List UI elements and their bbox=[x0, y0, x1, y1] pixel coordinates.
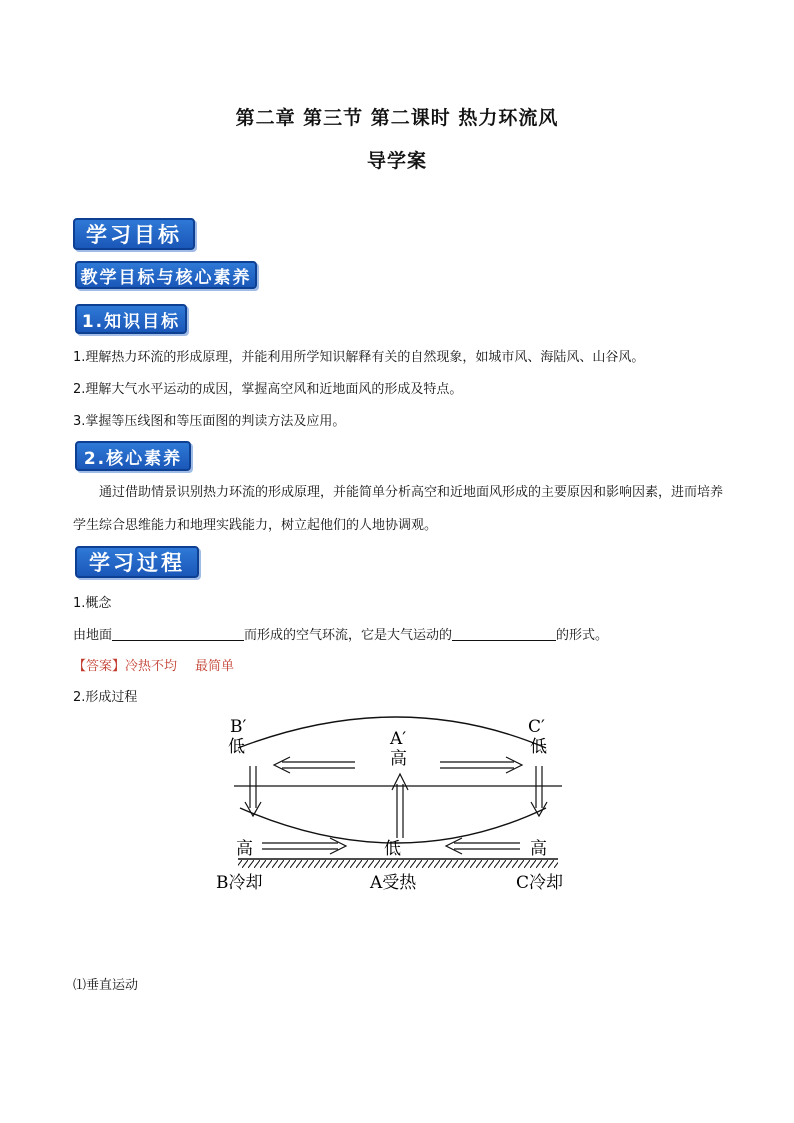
formation-heading: 2.形成过程 bbox=[73, 690, 138, 705]
label-ground-mid: A受热 bbox=[370, 873, 417, 893]
lower-isobar-curve bbox=[240, 808, 546, 843]
center-up-arrow bbox=[392, 774, 408, 838]
label-upper-left-point: B′ bbox=[230, 717, 247, 737]
knowledge-item-3: 3.掌握等压线图和等压面图的判读方法及应用。 bbox=[73, 414, 346, 429]
vertical-motion-heading: ⑴垂直运动 bbox=[73, 978, 139, 993]
page-subtitle: 导学案 bbox=[366, 150, 427, 172]
upper-right-arrow bbox=[440, 757, 522, 773]
answer-2: 最简单 bbox=[195, 659, 235, 674]
fill-blank-2[interactable] bbox=[452, 626, 556, 641]
answer-tag: 【答案】 bbox=[73, 659, 126, 674]
answer-1: 冷热不均 bbox=[125, 659, 178, 674]
concept-part-1: 由地面 bbox=[73, 628, 113, 643]
label-ground-right: C冷却 bbox=[516, 873, 564, 893]
left-down-arrow bbox=[245, 766, 261, 816]
lower-left-arrow bbox=[262, 838, 346, 854]
label-upper-right-point: C′ bbox=[528, 717, 545, 737]
label-lower-mid-pressure: 低 bbox=[384, 839, 401, 859]
label-upper-left-pressure: 低 bbox=[228, 737, 245, 757]
concept-part-2: 而形成的空气环流，它是大气运动的 bbox=[244, 628, 453, 643]
competence-paragraph: 通过借助情景识别热力环流的形成原理，并能简单分析高空和近地面风形成的主要原因和影响因素，进而培养学生综合思维能力和地理实践能力，树立起他们的人地协调观。 bbox=[73, 485, 724, 533]
section-badge-goals: 学习目标 bbox=[73, 218, 195, 250]
label-ground-left: B冷却 bbox=[216, 873, 263, 893]
label-upper-mid-pressure: 高 bbox=[390, 749, 407, 769]
page-title: 第二章 第三节 第二课时 热力环流风 bbox=[235, 107, 559, 129]
label-upper-mid-point: A′ bbox=[390, 729, 407, 749]
label-lower-right-pressure: 高 bbox=[530, 839, 547, 859]
upper-left-arrow bbox=[274, 757, 355, 773]
concept-sentence bbox=[73, 624, 608, 643]
section-badge-competence: 2.核心素养 bbox=[75, 441, 191, 471]
ground-hatch bbox=[238, 860, 558, 868]
label-upper-right-pressure: 低 bbox=[530, 737, 547, 757]
knowledge-item-1: 1.理解热力环流的形成原理，并能利用所学知识解释有关的自然现象，如城市风、海陆风、山谷风。 bbox=[73, 350, 645, 365]
thermal-circulation-diagram bbox=[200, 708, 600, 898]
answer-line bbox=[73, 655, 234, 674]
knowledge-item-2: 2.理解大气水平运动的成因，掌握高空风和近地面风的形成及特点。 bbox=[73, 382, 463, 397]
fill-blank-1[interactable] bbox=[112, 626, 244, 641]
section-badge-goals-sub: 教学目标与核心素养 bbox=[75, 261, 257, 289]
lower-right-arrow bbox=[446, 838, 520, 854]
concept-heading: 1.概念 bbox=[73, 596, 112, 611]
concept-part-3: 的形式。 bbox=[556, 628, 609, 643]
section-badge-knowledge: 1.知识目标 bbox=[75, 304, 187, 334]
section-badge-process: 学习过程 bbox=[75, 546, 199, 578]
label-lower-left-pressure: 高 bbox=[236, 839, 253, 859]
